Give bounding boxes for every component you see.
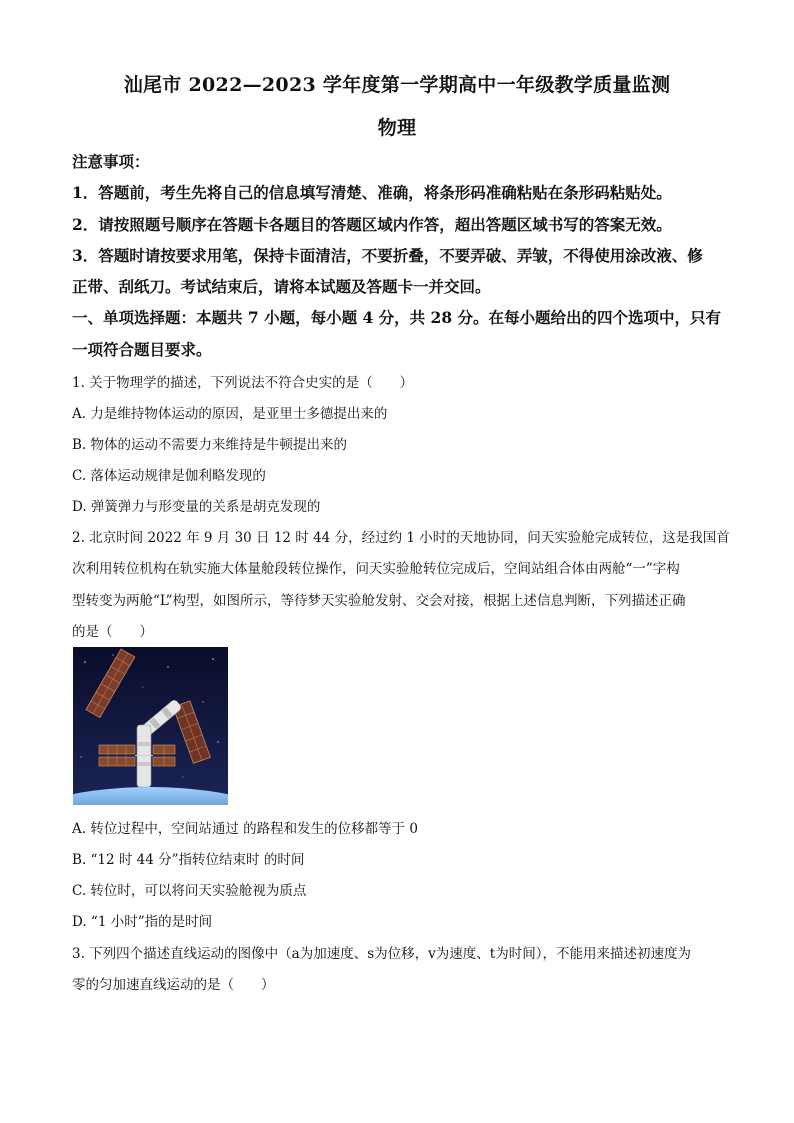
notice-item: 2．请按照题号顺序在答题卡各题目的答题区域内作答，超出答题区域书写的答案无效。 — [72, 215, 672, 234]
question-2-option-c: C. 转位时，可以将问天实验舱视为质点 — [72, 883, 307, 899]
exam-title: 汕尾市 2022—2023 学年度第一学期高中一年级教学质量监测 — [123, 74, 671, 96]
space-station-image — [73, 647, 228, 805]
question-2-stem: 次利用转位机构在轨实施大体量舱段转位操作，问天实验舱转位完成后，空间站组合体由两舱“一”字构 — [72, 561, 680, 577]
notice-item: 1．答题前，考生先将自己的信息填写清楚、准确，将条形码准确粘贴在条形码粘贴处。 — [72, 183, 672, 202]
section-heading: 一项符合题目要求。 — [72, 340, 212, 359]
question-2-option-d: D. “1 小时”指的是时间 — [72, 914, 213, 930]
question-2-stem: 2. 北京时间 2022 年 9 月 30 日 12 时 44 分，经过约 1 小时的天地协同，问天实验舱完成转位，这是我国首 — [72, 530, 730, 546]
notice-item: 正带、刮纸刀。考试结束后，请将本试题及答题卡一并交回。 — [72, 277, 491, 296]
question-3-stem: 零的匀加速直线运动的是（ ） — [72, 977, 275, 993]
question-1-option-d: D. 弹簧弹力与形变量的关系是胡克发现的 — [72, 499, 321, 515]
notice-item: 3．答题时请按要求用笔，保持卡面清洁，不要折叠，不要弄破、弄皱，不得使用涂改液、修 — [72, 246, 703, 265]
question-2-stem: 型转变为两舱“L”构型，如图所示，等待梦天实验舱发射、交会对接，根据上述信息判断，下列描述正确 — [72, 593, 686, 609]
question-1-stem: 1. 关于物理学的描述，下列说法不符合史实的是（ ） — [72, 375, 414, 391]
exam-subject: 物理 — [377, 117, 417, 139]
question-1-option-b: B. 物体的运动不需要力来维持是牛顿提出来的 — [72, 437, 348, 453]
question-2-option-a: A. 转位过程中，空间站通过 的路程和发生的位移都等于 0 — [72, 821, 419, 837]
question-2-stem: 的是（ ） — [72, 624, 153, 640]
question-1-option-a: A. 力是维持物体运动的原因，是亚里士多德提出来的 — [72, 406, 388, 422]
question-3-stem: 3. 下列四个描述直线运动的图像中（a为加速度、s为位移，v为速度、t为时间），不能用来描述初速度为 — [72, 946, 691, 962]
question-2-option-b: B. “12 时 44 分”指转位结束时 的时间 — [72, 852, 305, 868]
notice-heading: 注意事项： — [72, 152, 150, 171]
question-1-option-c: C. 落体运动规律是伽利略发现的 — [72, 468, 266, 484]
section-heading: 一、单项选择题：本题共 7 小题，每小题 4 分，共 28 分。在每小题给出的四个选项中，只有 — [72, 308, 722, 327]
